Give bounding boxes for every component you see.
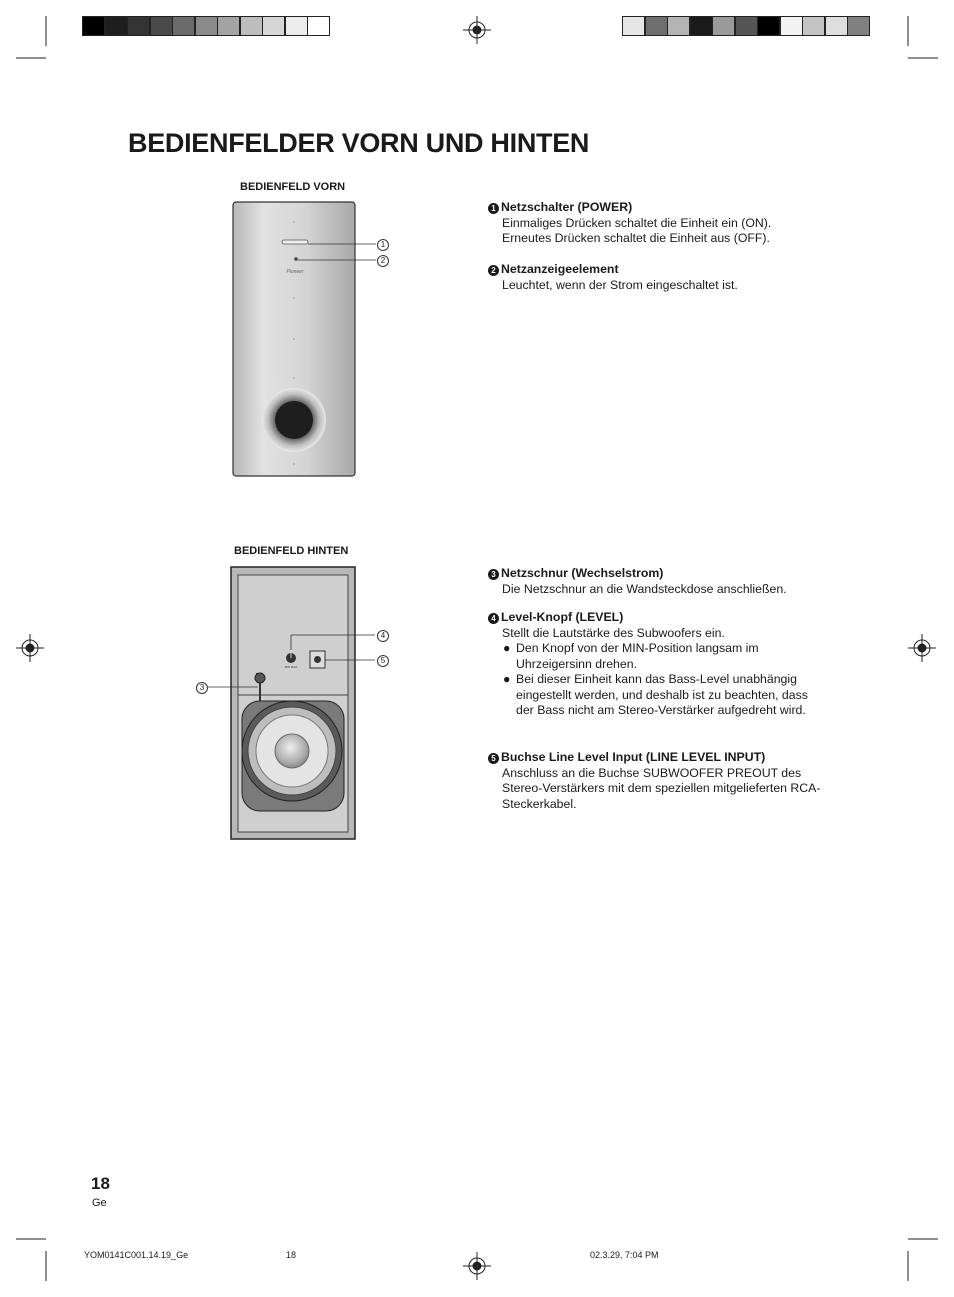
callout-3: 3 xyxy=(196,682,208,694)
callout-1: 1 xyxy=(377,239,389,251)
item-heading: Netzschnur (Wechselstrom) xyxy=(501,566,664,580)
color-swatch xyxy=(172,16,195,36)
page-title: BEDIENFELDER VORN UND HINTEN xyxy=(128,128,590,158)
color-swatch xyxy=(217,16,240,36)
color-swatch xyxy=(780,16,803,36)
item-number: 3 xyxy=(488,569,499,580)
color-swatch xyxy=(757,16,780,36)
color-swatch xyxy=(847,16,870,36)
power-switch xyxy=(282,240,308,244)
footer-date: 02.3.29, 7:04 PM xyxy=(590,1250,659,1260)
color-swatch xyxy=(712,16,735,36)
color-swatch xyxy=(285,16,308,36)
item-heading: Netzschalter (POWER) xyxy=(501,200,633,214)
color-swatch xyxy=(262,16,285,36)
color-swatch xyxy=(735,16,758,36)
color-swatch xyxy=(667,16,690,36)
item-power-cord xyxy=(488,566,828,597)
callout-5: 5 xyxy=(377,655,389,667)
item-number: 2 xyxy=(488,265,499,276)
item-text: Erneutes Drücken schaltet die Einheit aus (OFF). xyxy=(502,231,770,245)
item-heading: Level-Knopf (LEVEL) xyxy=(501,610,624,624)
rear-panel-illustration xyxy=(190,562,400,844)
color-swatch xyxy=(825,16,848,36)
registration-mark-top xyxy=(463,16,491,44)
power-indicator xyxy=(294,257,298,261)
color-swatch xyxy=(82,16,105,36)
list-item xyxy=(502,672,828,719)
front-panel-illustration xyxy=(225,198,395,480)
item-line-level-input xyxy=(488,750,828,812)
registration-mark-right xyxy=(908,634,936,662)
item-text: Einmaliges Drücken schaltet die Einheit ein (ON). xyxy=(502,215,772,230)
registration-mark-left xyxy=(16,634,44,662)
callout-2: 2 xyxy=(377,255,389,267)
registration-mark-bottom xyxy=(463,1252,491,1280)
bullet-list xyxy=(488,641,828,719)
bullet-text: Bei dieser Einheit kann das Bass-Level unabhängig eingestellt werden, und deshalb ist zu beachten, dass der Bass nicht am Stereo-Verstärker aufgedreht wird. xyxy=(516,672,808,717)
footer-file: YOM0141C001.14.19_Ge xyxy=(84,1250,189,1260)
bullet-icon: ● xyxy=(503,641,511,655)
front-panel-label: BEDIENFELD VORN xyxy=(240,181,346,193)
language-code: Ge xyxy=(92,1197,107,1209)
color-swatch xyxy=(240,16,263,36)
svg-text:Pioneer: Pioneer xyxy=(286,269,304,275)
color-swatch xyxy=(622,16,645,36)
svg-text:MIN MAX: MIN MAX xyxy=(284,665,298,669)
color-swatch xyxy=(690,16,713,36)
list-item xyxy=(502,641,828,672)
item-power-indicator xyxy=(488,262,828,293)
item-heading: Buchse Line Level Input (LINE LEVEL INPUT) xyxy=(501,750,766,764)
item-text: Stellt die Lautstärke des Subwoofers ein. xyxy=(502,625,725,640)
footer-page: 18 xyxy=(286,1250,297,1260)
color-swatch xyxy=(802,16,825,36)
color-swatch xyxy=(150,16,173,36)
item-number: 5 xyxy=(488,753,499,764)
color-swatch xyxy=(127,16,150,36)
color-swatch xyxy=(195,16,218,36)
item-text: Die Netzschnur an die Wandsteckdose anschließen. xyxy=(502,581,787,596)
item-power-switch xyxy=(488,200,828,247)
item-number: 4 xyxy=(488,613,499,624)
item-text: Leuchtet, wenn der Strom eingeschaltet ist. xyxy=(502,277,738,292)
color-swatch xyxy=(307,16,330,36)
bullet-icon: ● xyxy=(503,672,511,686)
color-swatch xyxy=(645,16,668,36)
item-number: 1 xyxy=(488,203,499,214)
item-level-knob xyxy=(488,610,828,719)
item-heading: Netzanzeigeelement xyxy=(501,262,619,276)
callout-4: 4 xyxy=(377,630,389,642)
page-number: 18 xyxy=(91,1174,110,1193)
rear-panel-label: BEDIENFELD HINTEN xyxy=(234,545,349,557)
item-text: Anschluss an die Buchse SUBWOOFER PREOUT des Stereo-Verstärkers mit dem speziellen mitgelieferten RCA-Steckerkabel. xyxy=(502,765,821,811)
bullet-text: Den Knopf von der MIN-Position langsam im Uhrzeigersinn drehen. xyxy=(516,641,759,671)
color-swatch xyxy=(105,16,128,36)
